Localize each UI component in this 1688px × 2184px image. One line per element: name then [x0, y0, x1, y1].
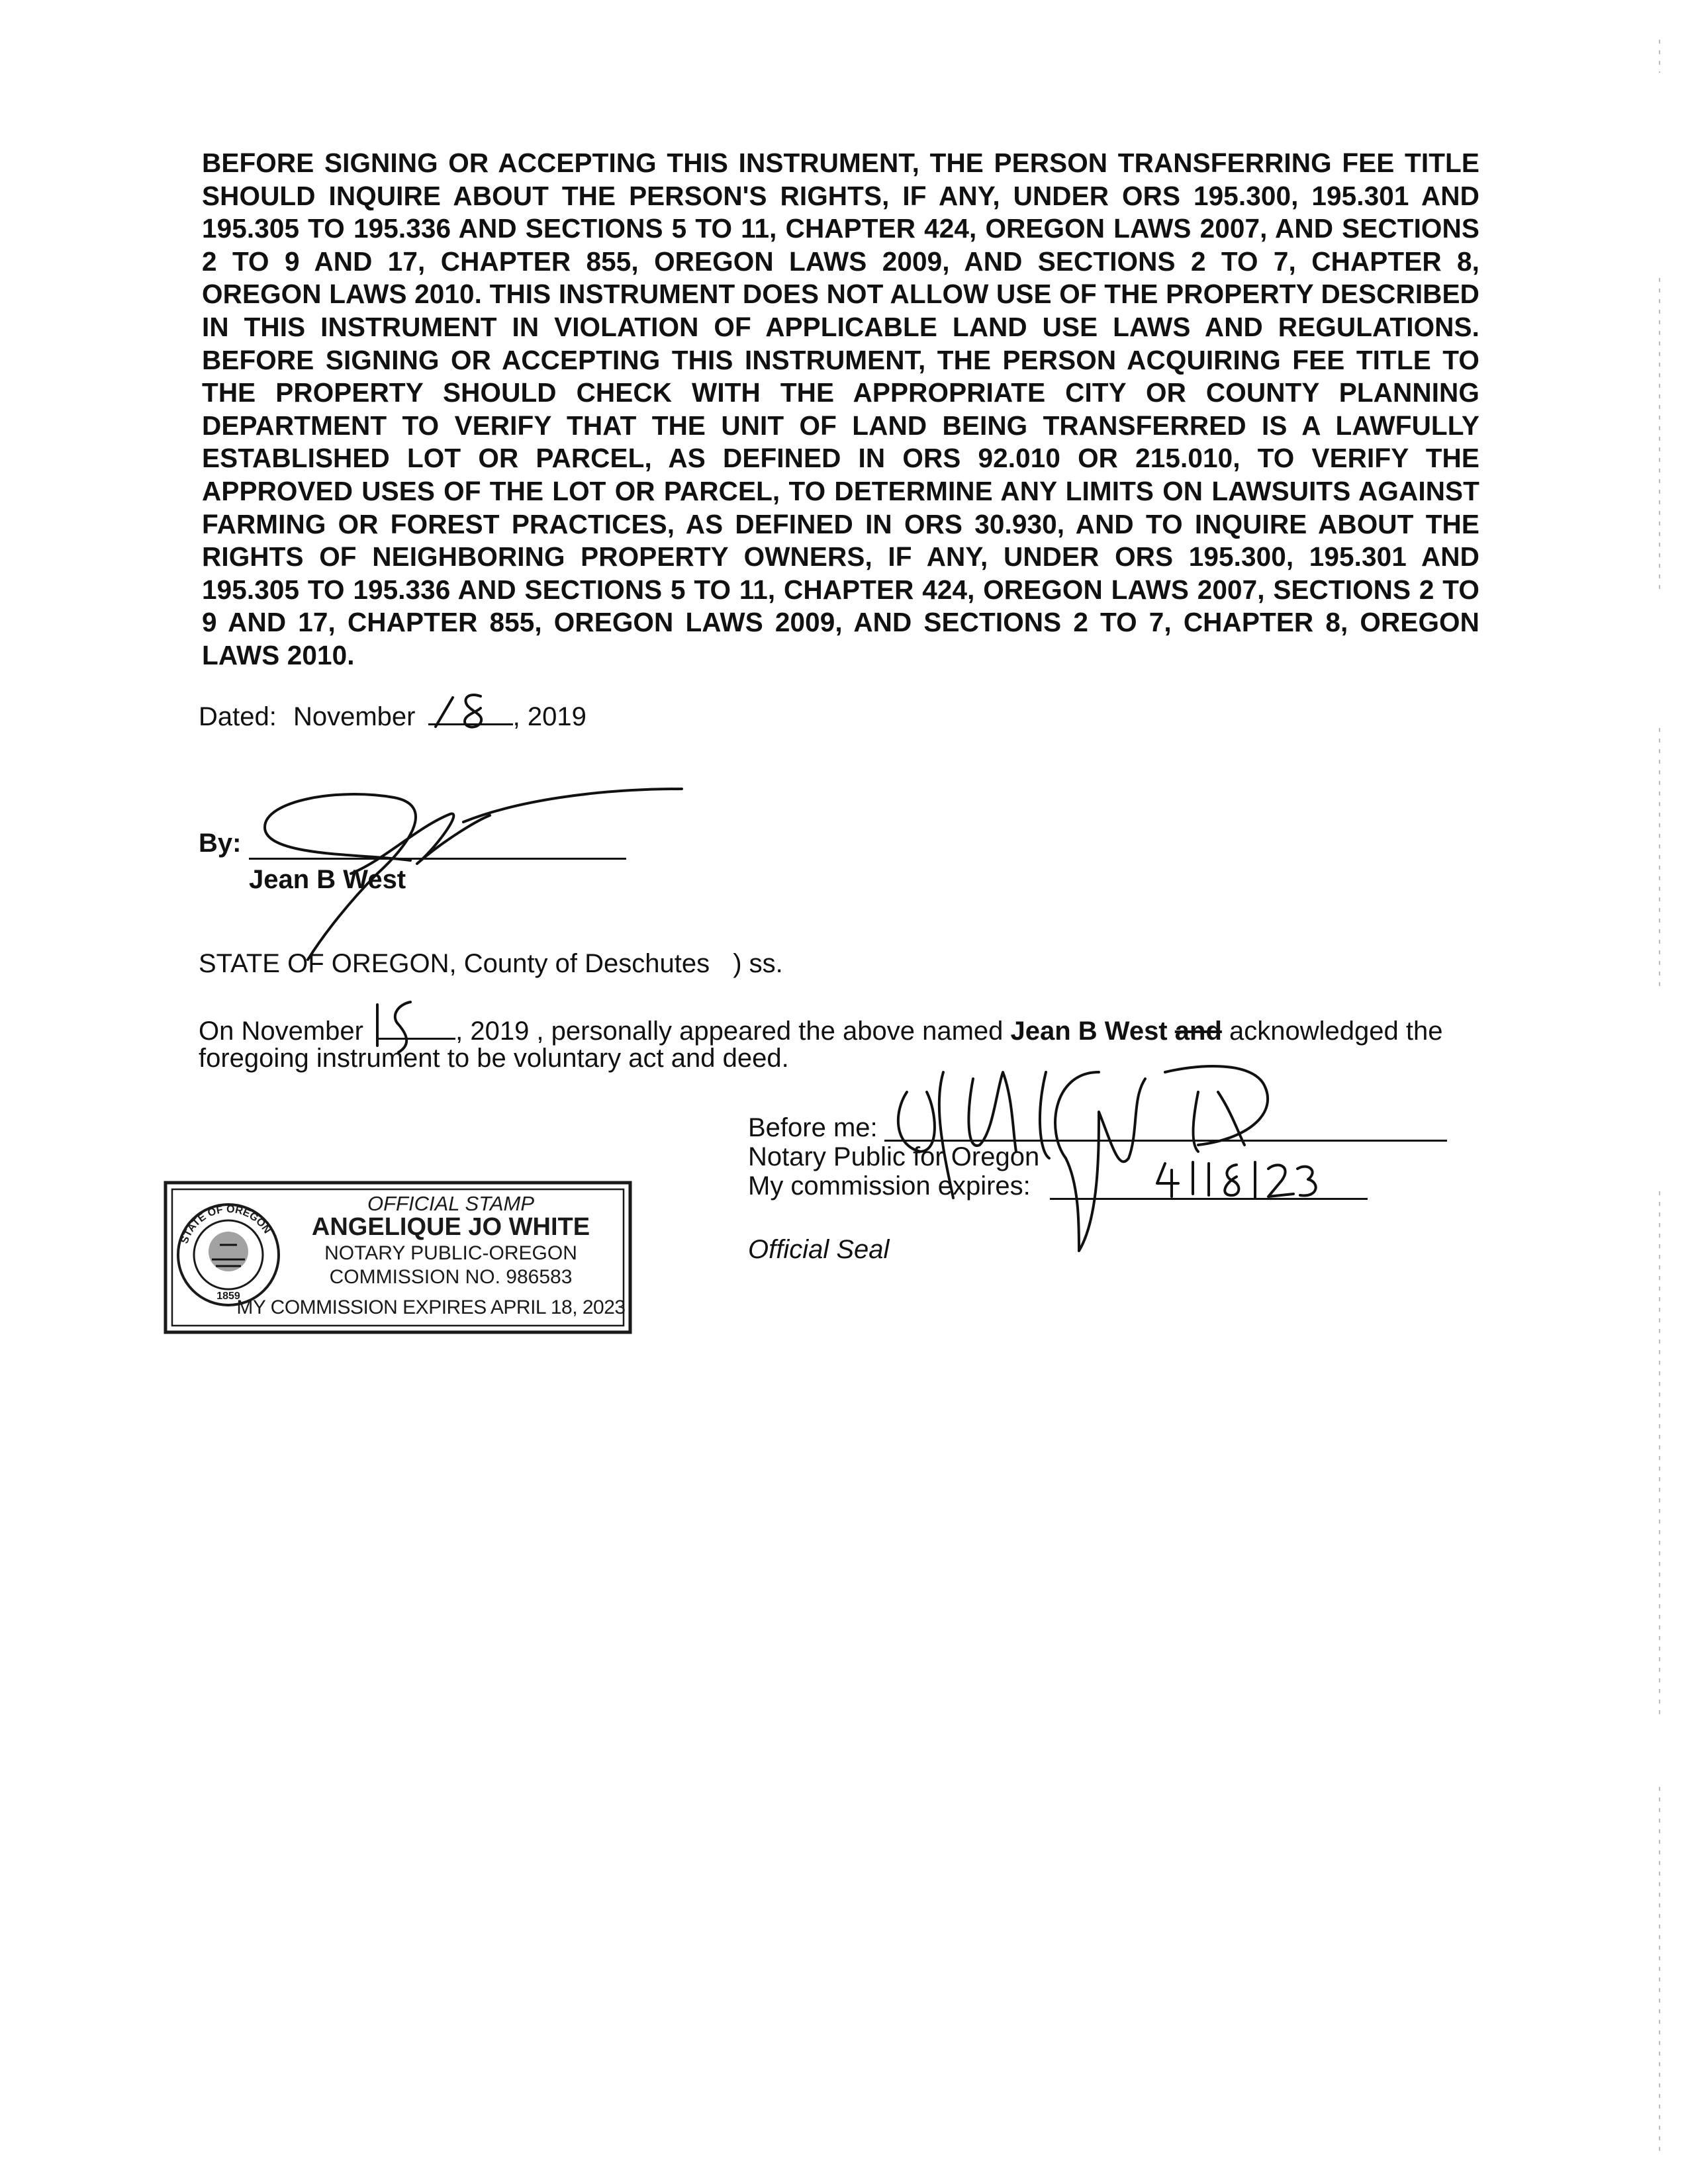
ack-mid: , 2019 , personally appeared the above named: [455, 1017, 1004, 1046]
ack-day-handwriting: [357, 998, 430, 1058]
notary-stamp: [163, 1179, 633, 1336]
stamp-commission-number: COMMISSION NO. 986583: [329, 1266, 573, 1288]
stamp-heading: OFFICIAL STAMP: [367, 1192, 535, 1215]
land-use-warning: BEFORE SIGNING OR ACCEPTING THIS INSTRUMENT, THE PERSON TRANSFERRING FEE TITLE SHOULD INQUIRE ABOUT THE PERSON'S RIGHTS, IF ANY, UNDER ORS 195.300, 195.301 AND 195.305 TO 195.336 AND SECTIONS 5 TO 11, CHAPTER 424, OREGON LAWS 2007, AND SECTIONS 2 TO 9 AND 17, CHAPTER 855, OREGON LAWS 2009, AND SECTIONS 2 TO 7, CHAPTER 8, OREGON LAWS 2010. THIS INSTRUMENT DOES NOT ALLOW USE OF THE PROPERTY DESCRIBED IN THIS INSTRUMENT IN VIOLATION OF APPLICABLE LAND USE LAWS AND REGULATIONS. BEFORE SIGNING OR ACCEPTING THIS INSTRUMENT, THE PERSON ACQUIRING FEE TITLE TO THE PROPERTY SHOULD CHECK WITH THE APPROPRIATE CITY OR COUNTY PLANNING DEPARTMENT TO VERIFY THAT THE UNIT OF LAND BEING TRANSFERRED IS A LAWFULLY ESTABLISHED LOT OR PARCEL, AS DEFINED IN ORS 92.010 OR 215.010, TO VERIFY THE APPROVED USES OF THE LOT OR PARCEL, TO DETERMINE ANY LIMITS ON LAWSUITS AGAINST FARMING OR FOREST PRACTICES, AS DEFINED IN ORS 30.930, AND TO INQUIRE ABOUT THE RIGHTS OF NEIGHBORING PROPERTY OWNERS, IF ANY, UNDER ORS 195.300, 195.301 AND 195.305 TO 195.336 AND SECTIONS 5 TO 11, CHAPTER 424, OREGON LAWS 2007, SECTIONS 2 TO 9 AND 17, CHAPTER 855, OREGON LAWS 2009, AND SECTIONS 2 TO 7, CHAPTER 8, OREGON LAWS 2010.: [202, 148, 1479, 670]
seal-ring-text: STATE OF OREGON: [179, 1203, 273, 1246]
seal-year: 1859: [216, 1291, 240, 1302]
scan-edge-artifact: [1658, 0, 1662, 2184]
ack-struck-word: and: [1174, 1017, 1222, 1046]
stamp-notary-name: ANGELIQUE JO WHITE: [311, 1213, 590, 1241]
dated-year: , 2019: [512, 702, 586, 731]
venue-state-county: STATE OF OREGON, County of Deschutes: [199, 949, 710, 978]
venue-ss: ) ss.: [733, 949, 783, 978]
venue-line: [199, 948, 783, 979]
ack-suffix: acknowledged the: [1229, 1017, 1443, 1046]
ack-prefix: On November: [199, 1017, 363, 1046]
by-label: By:: [199, 829, 242, 858]
dated-month: November: [293, 702, 416, 731]
notary-public-label: Notary Public for Oregon: [748, 1142, 1040, 1171]
dated-label: Dated:: [199, 702, 277, 731]
expiry-handwriting: [1152, 1157, 1324, 1203]
stamp-notary-title: NOTARY PUBLIC-OREGON: [324, 1242, 577, 1264]
ack-name: Jean B West: [1010, 1017, 1168, 1046]
dated-line: [199, 698, 586, 733]
commission-expires-label: My commission expires:: [748, 1171, 1031, 1201]
signature-scrawl: [252, 774, 702, 966]
signer-name: Jean B West: [249, 865, 406, 894]
before-me-label: Before me:: [748, 1113, 878, 1142]
official-seal-label: Official Seal: [748, 1235, 890, 1264]
stamp-expiration: MY COMMISSION EXPIRES APRIL 18, 2023: [236, 1297, 626, 1318]
oregon-state-seal-icon: [172, 1199, 285, 1311]
dated-day-handwriting: [424, 688, 510, 735]
acknowledgment-line-2: foregoing instrument to be voluntary act and deed.: [199, 1044, 789, 1073]
